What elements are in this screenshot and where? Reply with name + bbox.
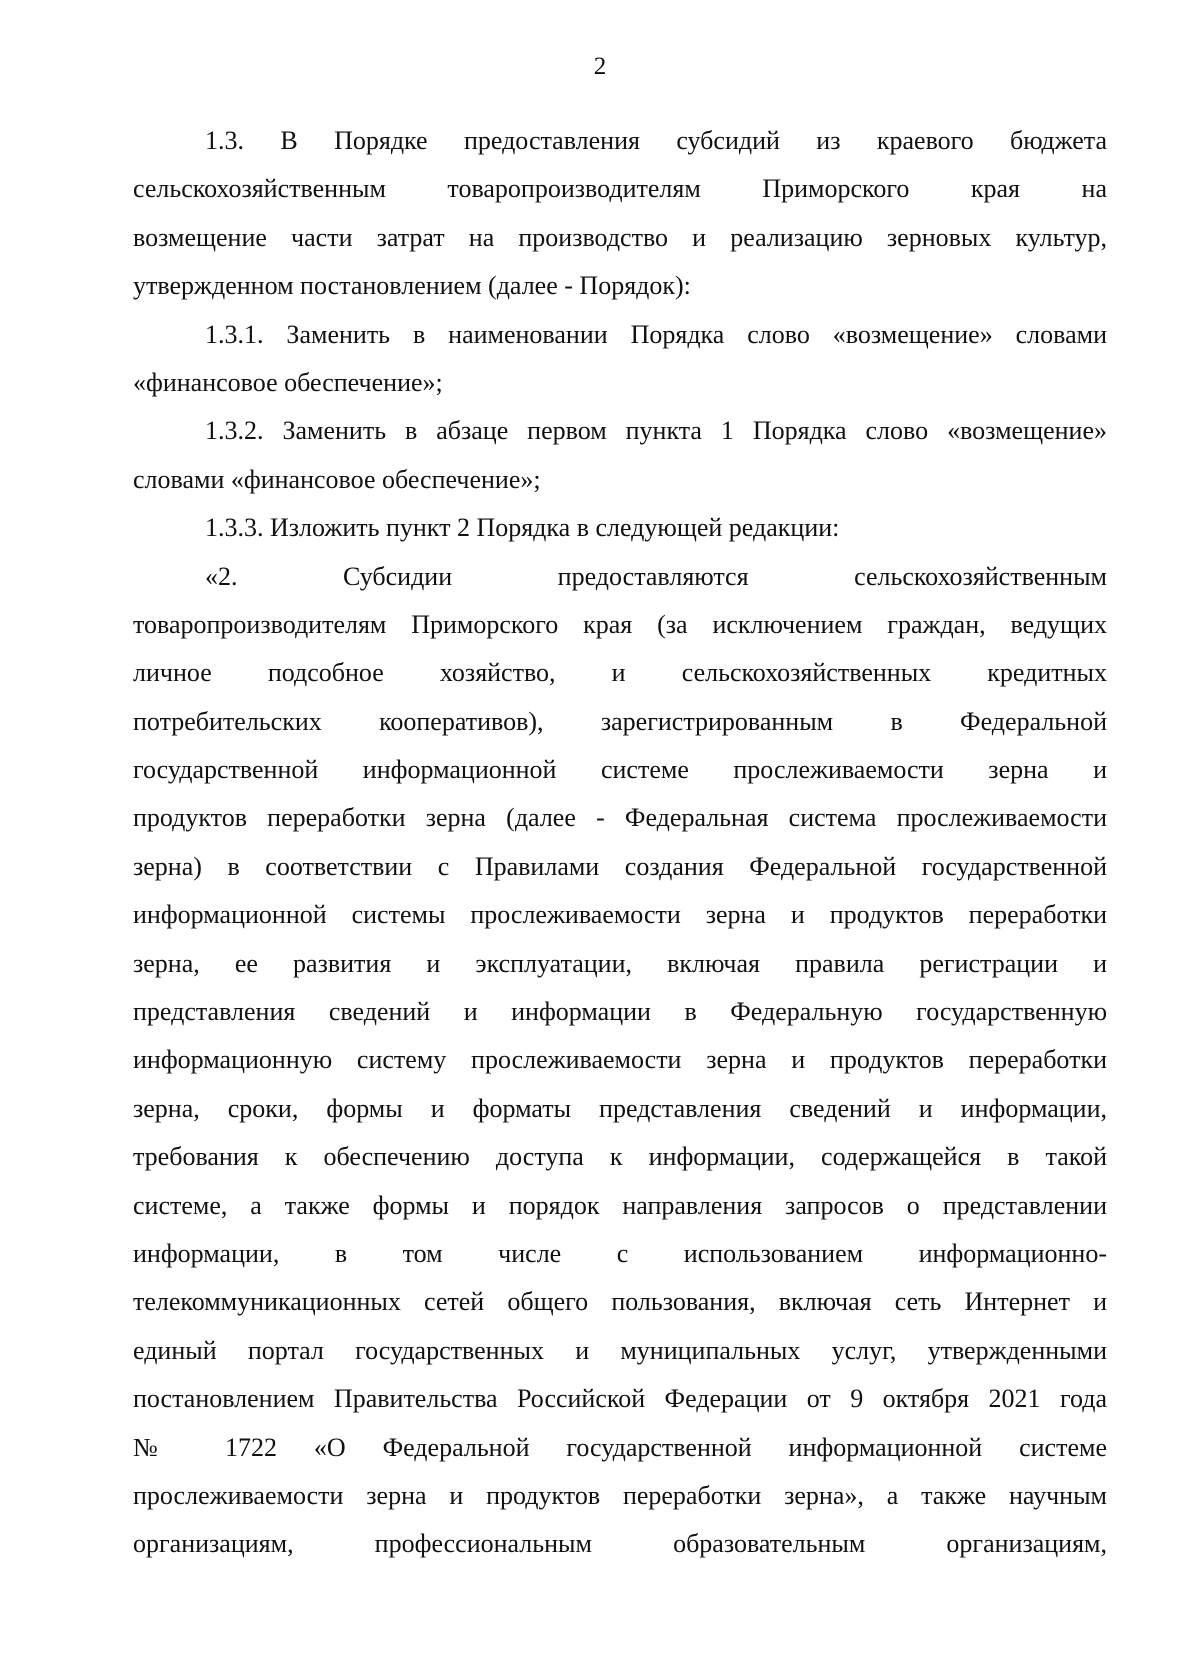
text-line: возмещение части затрат на производство и реализацию зерновых культур, — [133, 222, 1107, 252]
text-line: телекоммуникационных сетей общего пользования, включая сеть Интернет и — [133, 1287, 1107, 1317]
text-line: требования к обеспечению доступа к информации, содержащейся в такой — [133, 1142, 1107, 1172]
text-line: информационной системы прослеживаемости зерна и продуктов переработки — [133, 900, 1107, 930]
page-number: 2 — [593, 53, 607, 80]
text-line: единый портал государственных и муниципальных услуг, утвержденными — [133, 1335, 1107, 1365]
text-line: № 1722 «О Федеральной государственной информационной системе — [133, 1432, 1107, 1462]
text-line: 1.3. В Порядке предоставления субсидий из краевого бюджета — [205, 126, 1107, 155]
text-line: «финансовое обеспечение»; — [133, 367, 443, 397]
text-line: информации, в том числе с использованием информационно- — [133, 1238, 1107, 1268]
text-line: информационную систему прослеживаемости зерна и продуктов переработки — [133, 1045, 1107, 1075]
text-line: системе, а также формы и порядок направления запросов о представлении — [133, 1190, 1107, 1220]
text-line: 1.3.2. Заменить в абзаце первом пункта 1 Порядка слово «возмещение» — [205, 416, 1107, 446]
text-line: зерна) в соответствии с Правилами создания Федеральной государственной — [133, 851, 1107, 881]
text-line: потребительских кооперативов), зарегистрированным в Федеральной — [133, 706, 1107, 736]
text-line: товаропроизводителям Приморского края (за исключением граждан, ведущих — [133, 609, 1107, 639]
text-line: зерна, ее развития и эксплуатации, включая правила регистрации и — [133, 948, 1107, 978]
text-line: зерна, сроки, формы и форматы представления сведений и информации, — [133, 1093, 1107, 1123]
text-line: личное подсобное хозяйство, и сельскохозяйственных кредитных — [133, 658, 1107, 688]
text-line: организациям, профессиональным образовательным организациям, — [133, 1529, 1107, 1559]
text-line: постановлением Правительства Российской Федерации от 9 октября 2021 года — [133, 1384, 1107, 1414]
document-body — [133, 117, 1107, 1569]
text-line: прослеживаемости зерна и продуктов переработки зерна», а также научным — [133, 1480, 1107, 1510]
text-line: представления сведений и информации в Федеральную государственную — [133, 997, 1107, 1027]
text-line: 1.3.3. Изложить пункт 2 Порядка в следующей редакции: — [205, 513, 840, 543]
text-line: государственной информационной системе прослеживаемости зерна и — [133, 755, 1107, 785]
text-line: продуктов переработки зерна (далее - Федеральная система прослеживаемости — [133, 803, 1107, 833]
text-line: «2. Субсидии предоставляются сельскохозяйственным — [205, 561, 1107, 591]
text-line: сельскохозяйственным товаропроизводителям Приморского края на — [133, 174, 1107, 204]
text-line: 1.3.1. Заменить в наименовании Порядка слово «возмещение» словами — [205, 319, 1107, 349]
text-line: словами «финансовое обеспечение»; — [133, 464, 541, 494]
text-line: утвержденном постановлением (далее - Порядок): — [133, 271, 691, 301]
